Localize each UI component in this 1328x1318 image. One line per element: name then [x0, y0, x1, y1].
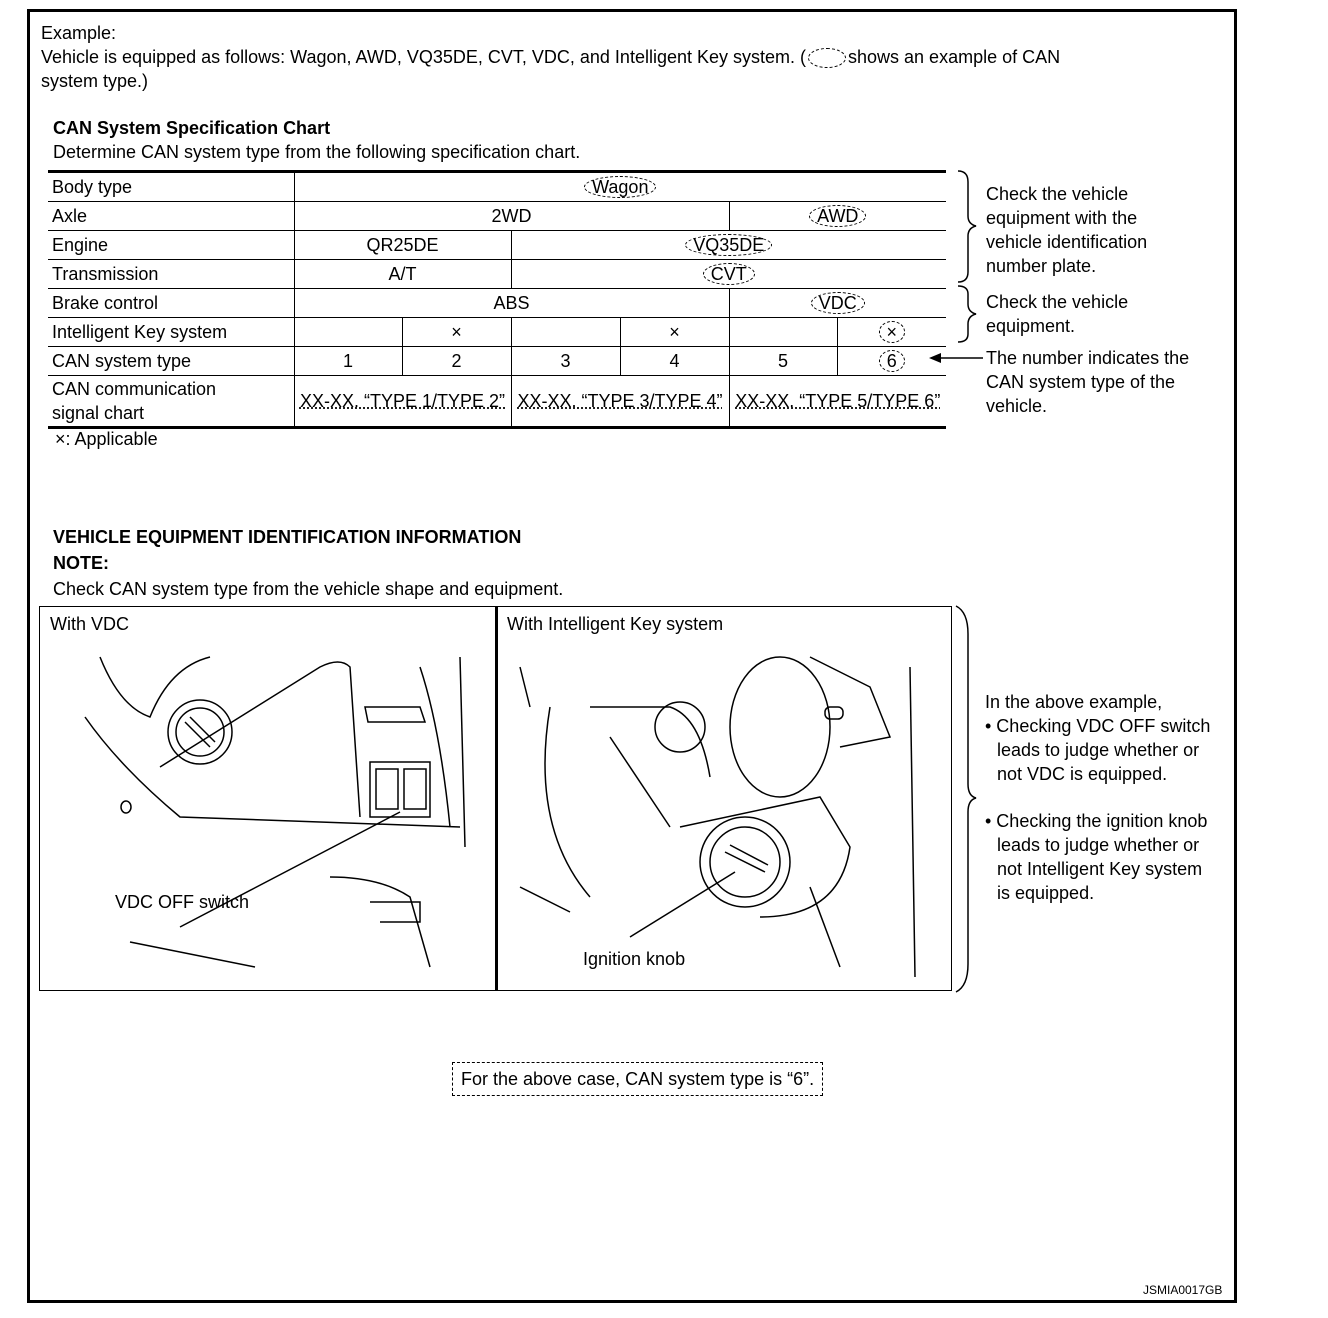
note-vin: number plate. [986, 256, 1097, 276]
row-can-type: CAN system type 1 2 3 4 5 6 [48, 347, 946, 376]
vdc-off-switch-callout: VDC OFF switch [115, 892, 250, 912]
example-heading: Example: [41, 23, 117, 43]
explain-bullet-ikey: not Intelligent Key system [997, 859, 1203, 879]
applicable-mark: × [402, 318, 511, 347]
note-number: CAN system type of the [986, 372, 1176, 392]
explain-bullet-vdc: leads to judge whether or [997, 740, 1200, 760]
note-number: vehicle. [986, 396, 1048, 416]
explain-bullet-ikey: is equipped. [997, 883, 1095, 903]
selected-transmission: CVT [703, 263, 755, 285]
note-equipment: Check the vehicle [986, 292, 1129, 312]
right-panel-title: With Intelligent Key system [507, 614, 724, 634]
note-label: NOTE: [53, 553, 109, 573]
ignition-knob-illustration [510, 647, 940, 977]
explain-bullet-vdc: not VDC is equipped. [997, 764, 1168, 784]
vdc-switch-illustration [80, 647, 490, 977]
chart-subtitle: Determine CAN system type from the following specification chart. [53, 142, 581, 162]
row-body-type: Body type Wagon [48, 172, 946, 202]
note-text: Check CAN system type from the vehicle shape and equipment. [53, 579, 564, 599]
signal-chart-link-1[interactable]: XX-XX. “TYPE 1/TYPE 2” [299, 391, 506, 411]
row-signal-chart: CAN communication signal chart XX-XX. “TYPE 1/TYPE 2” XX-XX. “TYPE 3/TYPE 4” XX-XX. “TYPE 5/TYPE 6” [48, 376, 946, 428]
explain-bullet-ikey: • Checking the ignition knob [985, 811, 1208, 831]
figure-id: JSMIA0017GB [1143, 1283, 1223, 1297]
applicable-mark: × [620, 318, 729, 347]
note-vin: Check the vehicle [986, 184, 1129, 204]
can-spec-table [48, 170, 946, 429]
legend: ×: Applicable [55, 429, 158, 449]
explain-bracket [952, 604, 982, 994]
oval-icon [808, 48, 846, 68]
notes-brackets [950, 168, 990, 348]
row-axle: Axle 2WD AWD [48, 202, 946, 231]
example-line-1: Vehicle is equipped as follows: Wagon, AWD, VQ35DE, CVT, VDC, and Intelligent Key system. ( shows an example of CAN [41, 47, 1061, 67]
signal-chart-link-2[interactable]: XX-XX. “TYPE 3/TYPE 4” [517, 391, 723, 411]
arrow-icon [925, 350, 985, 366]
illustration-panel [39, 606, 952, 991]
identification-title: VEHICLE EQUIPMENT IDENTIFICATION INFORMATION [53, 527, 522, 547]
left-panel-title: With VDC [50, 614, 130, 634]
note-equipment: equipment. [986, 316, 1076, 336]
selected-engine: VQ35DE [685, 234, 772, 256]
ignition-knob-callout: Ignition knob [583, 949, 686, 969]
example-line-2: system type.) [41, 71, 149, 91]
note-vin: vehicle identification [986, 232, 1148, 252]
row-brake-control: Brake control ABS VDC [48, 289, 946, 318]
row-engine: Engine QR25DE VQ35DE [48, 231, 946, 260]
selected-brake: VDC [811, 292, 865, 314]
applicable-mark-selected: × [879, 321, 906, 343]
selected-can-type: 6 [879, 350, 905, 372]
selected-axle: AWD [809, 205, 866, 227]
explain-bullet-vdc: • Checking VDC OFF switch [985, 716, 1211, 736]
explain-intro: In the above example, [985, 692, 1163, 712]
result-box: For the above case, CAN system type is “6”. [452, 1062, 823, 1096]
explain-bullet-ikey: leads to judge whether or [997, 835, 1200, 855]
note-number: The number indicates the [986, 348, 1190, 368]
chart-title: CAN System Specification Chart [53, 118, 331, 138]
signal-chart-link-3[interactable]: XX-XX. “TYPE 5/TYPE 6” [735, 391, 941, 411]
selected-body-type: Wagon [584, 176, 656, 198]
note-vin: equipment with the [986, 208, 1138, 228]
row-transmission: Transmission A/T CVT [48, 260, 946, 289]
row-intelligent-key: Intelligent Key system × × × [48, 318, 946, 347]
